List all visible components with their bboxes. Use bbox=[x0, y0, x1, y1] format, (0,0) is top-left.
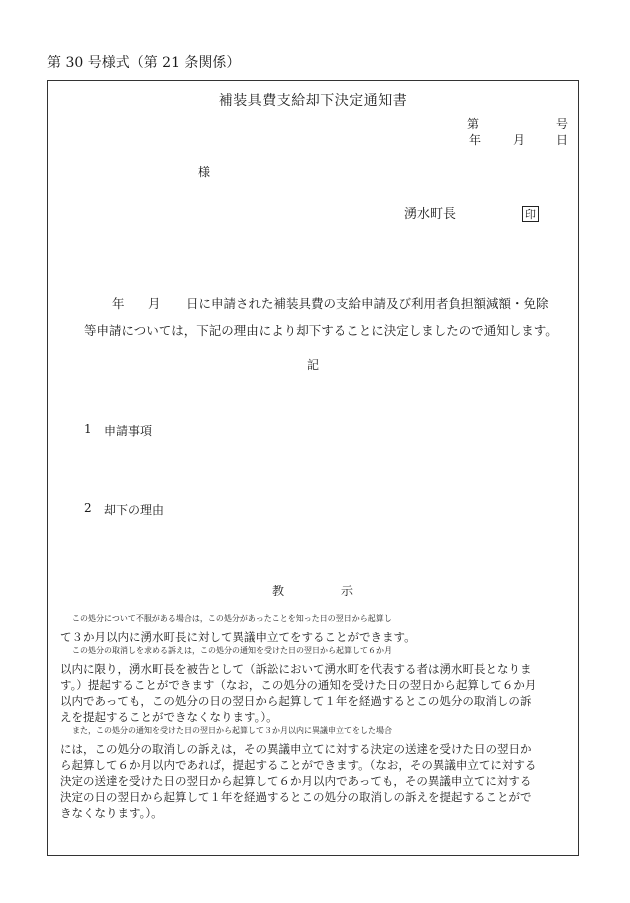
seal-icon: 印 bbox=[522, 206, 539, 222]
notice-line-4: 以内に限り，湧水町長を被告として（訴訟において湧水町を代表する者は湧水町長となりま bbox=[60, 662, 532, 676]
notice-line-13: きなくなります。）。 bbox=[60, 806, 163, 820]
date-month-label: 月 bbox=[513, 133, 526, 147]
number-prefix: 第 bbox=[467, 117, 480, 131]
body-month: 月 bbox=[148, 296, 161, 311]
ki-label: 記 bbox=[307, 358, 320, 372]
notice-line-8: また，この処分の通知を受けた日の翌日から起算して３か月以内に異議申立てをした場合 bbox=[72, 726, 392, 735]
addressee-suffix: 様 bbox=[198, 165, 211, 179]
notice-line-12: 決定の日の翌日から起算して１年を経過するとこの処分の取消しの訴えを提起することがで bbox=[60, 790, 532, 804]
notice-line-2: て３か月以内に湧水町長に対して異議申立てをすることができます。 bbox=[60, 630, 416, 644]
notice-line-5: す。）提起することができます（なお，この処分の通知を受けた日の翌日から起算して６か月 bbox=[60, 678, 537, 692]
document-frame bbox=[47, 80, 579, 856]
seal-mark bbox=[522, 203, 539, 222]
form-number-label: 第 30 号様式（第 21 条関係） bbox=[47, 55, 241, 71]
notice-line-1: この処分について不服がある場合は，この処分があったことを知った日の翌日から起算し bbox=[72, 614, 392, 623]
item-1-label: 申請事項 bbox=[104, 424, 153, 438]
notice-line-7: えを提起することができなくなります。）。 bbox=[60, 710, 278, 724]
notice-heading-2: 示 bbox=[341, 584, 354, 598]
item-2-number: 2 bbox=[84, 501, 92, 515]
body-year: 年 bbox=[112, 296, 125, 311]
notice-line-3: この処分の取消しを求める訴えは，この処分の通知を受けた日の翌日から起算して６か月 bbox=[72, 646, 392, 655]
item-1-number: 1 bbox=[84, 422, 92, 436]
number-suffix: 号 bbox=[556, 117, 569, 131]
document-title: 補装具費支給却下決定通知書 bbox=[218, 93, 408, 109]
notice-line-9: には，この処分の取消しの訴えは，その異議申立てに対する決定の送達を受けた日の翌日か bbox=[60, 742, 532, 756]
date-day-label: 日 bbox=[556, 133, 569, 147]
item-2-label: 却下の理由 bbox=[104, 503, 165, 517]
date-year-label: 年 bbox=[469, 133, 482, 147]
notice-heading-1: 教 bbox=[272, 584, 285, 598]
notice-line-6: 以内であっても，この処分の日の翌日から起算して１年を経過するとこの処分の取消しの訴 bbox=[60, 694, 532, 708]
notice-line-10: ら起算して６か月以内であれば，提起することができます。（なお，その異議申立てに対する bbox=[60, 758, 537, 772]
body-line-1: 日に申請された補装具費の支給申請及び利用者負担額減額・免除 bbox=[186, 296, 549, 311]
notice-line-11: 決定の送達を受けた日の翌日から起算して６か月以内であっても，その異議申立てに対する bbox=[60, 774, 532, 788]
issuer-name: 湧水町長 bbox=[404, 207, 457, 222]
body-line-2: 等申請については，下記の理由により却下することに決定しましたので通知します。 bbox=[84, 323, 558, 338]
